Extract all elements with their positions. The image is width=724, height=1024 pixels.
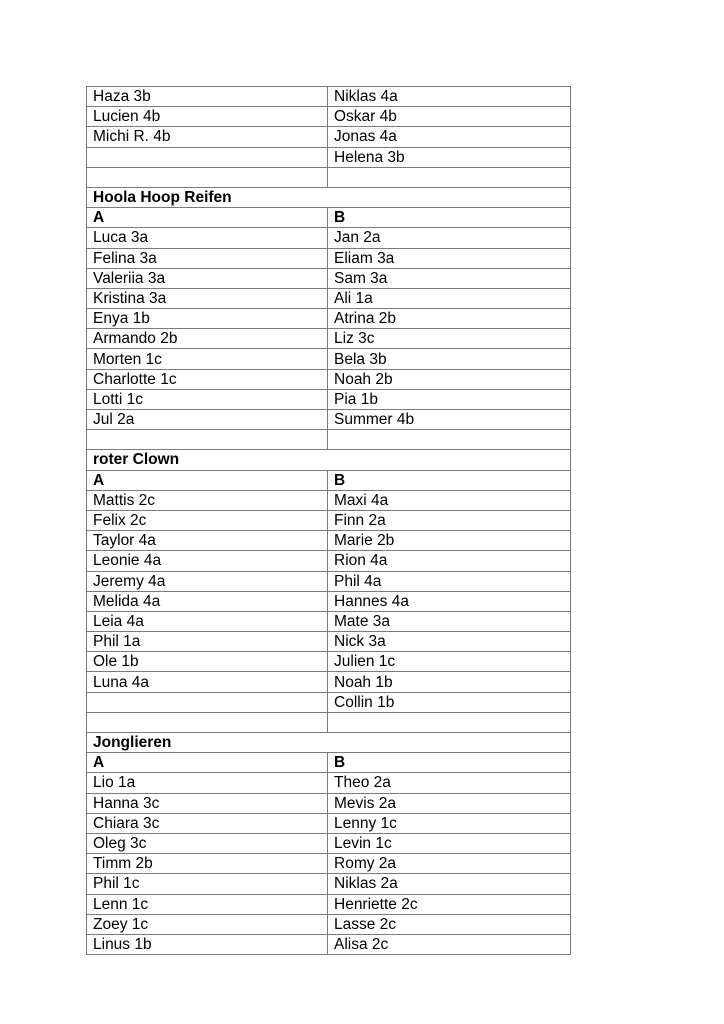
cell-group-a: Jeremy 4a <box>87 571 328 591</box>
cell-group-b: Theo 2a <box>328 773 571 793</box>
column-header-row <box>87 753 571 773</box>
cell-group-b: Eliam 3a <box>328 248 571 268</box>
cell-group-a <box>87 430 328 450</box>
cell-group-b: Summer 4b <box>328 410 571 430</box>
table-row <box>87 531 571 551</box>
cell-group-a: Valeriia 3a <box>87 268 328 288</box>
cell-group-a: Michi R. 4b <box>87 127 328 147</box>
group-assignment-table <box>86 86 571 955</box>
table-body <box>87 87 571 955</box>
table-row <box>87 309 571 329</box>
section-header-row <box>87 733 571 753</box>
cell-group-b <box>328 167 571 187</box>
cell-group-b: Romy 2a <box>328 854 571 874</box>
cell-group-b: Atrina 2b <box>328 309 571 329</box>
cell-group-b: Noah 2b <box>328 369 571 389</box>
cell-group-a <box>87 147 328 167</box>
cell-group-a: Luca 3a <box>87 228 328 248</box>
cell-group-b: Marie 2b <box>328 531 571 551</box>
cell-group-b: Rion 4a <box>328 551 571 571</box>
cell-group-a: Lotti 1c <box>87 389 328 409</box>
table-row <box>87 672 571 692</box>
cell-group-a: Armando 2b <box>87 329 328 349</box>
table-row <box>87 490 571 510</box>
section-header-row <box>87 450 571 470</box>
column-header-row <box>87 470 571 490</box>
cell-group-b: Liz 3c <box>328 329 571 349</box>
cell-group-b <box>328 712 571 732</box>
table-row <box>87 894 571 914</box>
column-header-b: B <box>328 753 571 773</box>
table-row <box>87 632 571 652</box>
cell-group-b: Lasse 2c <box>328 914 571 934</box>
table-row <box>87 591 571 611</box>
table-row <box>87 934 571 954</box>
table-row <box>87 87 571 107</box>
cell-group-a: Oleg 3c <box>87 833 328 853</box>
cell-group-b: Niklas 2a <box>328 874 571 894</box>
cell-group-a: Kristina 3a <box>87 288 328 308</box>
cell-group-b: Jan 2a <box>328 228 571 248</box>
table-row <box>87 793 571 813</box>
table-row <box>87 248 571 268</box>
cell-group-a: Leonie 4a <box>87 551 328 571</box>
column-header-row <box>87 208 571 228</box>
cell-group-b: Mevis 2a <box>328 793 571 813</box>
cell-group-b: Julien 1c <box>328 652 571 672</box>
cell-group-b <box>328 430 571 450</box>
column-header-b: B <box>328 470 571 490</box>
cell-group-b: Helena 3b <box>328 147 571 167</box>
column-header-a: A <box>87 470 328 490</box>
section-header-row <box>87 187 571 207</box>
cell-group-a: Felix 2c <box>87 510 328 530</box>
table-row <box>87 833 571 853</box>
table-row <box>87 389 571 409</box>
cell-group-b: Nick 3a <box>328 632 571 652</box>
cell-group-a: Lucien 4b <box>87 107 328 127</box>
table-row <box>87 652 571 672</box>
table-row <box>87 430 571 450</box>
cell-group-b: Mate 3a <box>328 611 571 631</box>
cell-group-a: Hanna 3c <box>87 793 328 813</box>
table-row <box>87 369 571 389</box>
cell-group-b: Noah 1b <box>328 672 571 692</box>
cell-group-a: Charlotte 1c <box>87 369 328 389</box>
cell-group-b: Ali 1a <box>328 288 571 308</box>
table-row <box>87 571 571 591</box>
cell-group-b: Alisa 2c <box>328 934 571 954</box>
cell-group-a: Zoey 1c <box>87 914 328 934</box>
table-row <box>87 167 571 187</box>
cell-group-a: Chiara 3c <box>87 813 328 833</box>
cell-group-a: Enya 1b <box>87 309 328 329</box>
cell-group-b: Sam 3a <box>328 268 571 288</box>
cell-group-a: Phil 1c <box>87 874 328 894</box>
cell-group-a <box>87 712 328 732</box>
table-row <box>87 611 571 631</box>
column-header-a: A <box>87 753 328 773</box>
table-row <box>87 349 571 369</box>
table-row <box>87 288 571 308</box>
table-row <box>87 712 571 732</box>
cell-group-a: Lenn 1c <box>87 894 328 914</box>
cell-group-b: Finn 2a <box>328 510 571 530</box>
table-row <box>87 914 571 934</box>
cell-group-a: Lio 1a <box>87 773 328 793</box>
column-header-b: B <box>328 208 571 228</box>
table-row <box>87 692 571 712</box>
table-row <box>87 551 571 571</box>
table-row <box>87 773 571 793</box>
table-row <box>87 127 571 147</box>
cell-group-a: Ole 1b <box>87 652 328 672</box>
cell-group-a: Leia 4a <box>87 611 328 631</box>
cell-group-b: Levin 1c <box>328 833 571 853</box>
cell-group-b: Jonas 4a <box>328 127 571 147</box>
table-row <box>87 510 571 530</box>
cell-group-a <box>87 692 328 712</box>
cell-group-a: Taylor 4a <box>87 531 328 551</box>
table-row <box>87 874 571 894</box>
cell-group-a: Melida 4a <box>87 591 328 611</box>
column-header-a: A <box>87 208 328 228</box>
section-title: roter Clown <box>87 450 571 470</box>
cell-group-b: Hannes 4a <box>328 591 571 611</box>
cell-group-a: Phil 1a <box>87 632 328 652</box>
cell-group-a: Linus 1b <box>87 934 328 954</box>
cell-group-b: Maxi 4a <box>328 490 571 510</box>
cell-group-a: Felina 3a <box>87 248 328 268</box>
cell-group-b: Niklas 4a <box>328 87 571 107</box>
cell-group-b: Phil 4a <box>328 571 571 591</box>
table-row <box>87 147 571 167</box>
cell-group-a <box>87 167 328 187</box>
table-row <box>87 854 571 874</box>
table-row <box>87 329 571 349</box>
cell-group-a: Timm 2b <box>87 854 328 874</box>
cell-group-a: Morten 1c <box>87 349 328 369</box>
cell-group-a: Luna 4a <box>87 672 328 692</box>
table-row <box>87 813 571 833</box>
section-title: Jonglieren <box>87 733 571 753</box>
section-title: Hoola Hoop Reifen <box>87 187 571 207</box>
cell-group-b: Collin 1b <box>328 692 571 712</box>
cell-group-b: Bela 3b <box>328 349 571 369</box>
cell-group-b: Henriette 2c <box>328 894 571 914</box>
cell-group-a: Mattis 2c <box>87 490 328 510</box>
table-row <box>87 268 571 288</box>
table-row <box>87 410 571 430</box>
cell-group-a: Haza 3b <box>87 87 328 107</box>
table-row <box>87 107 571 127</box>
cell-group-b: Oskar 4b <box>328 107 571 127</box>
cell-group-b: Lenny 1c <box>328 813 571 833</box>
table-row <box>87 228 571 248</box>
cell-group-b: Pia 1b <box>328 389 571 409</box>
cell-group-a: Jul 2a <box>87 410 328 430</box>
